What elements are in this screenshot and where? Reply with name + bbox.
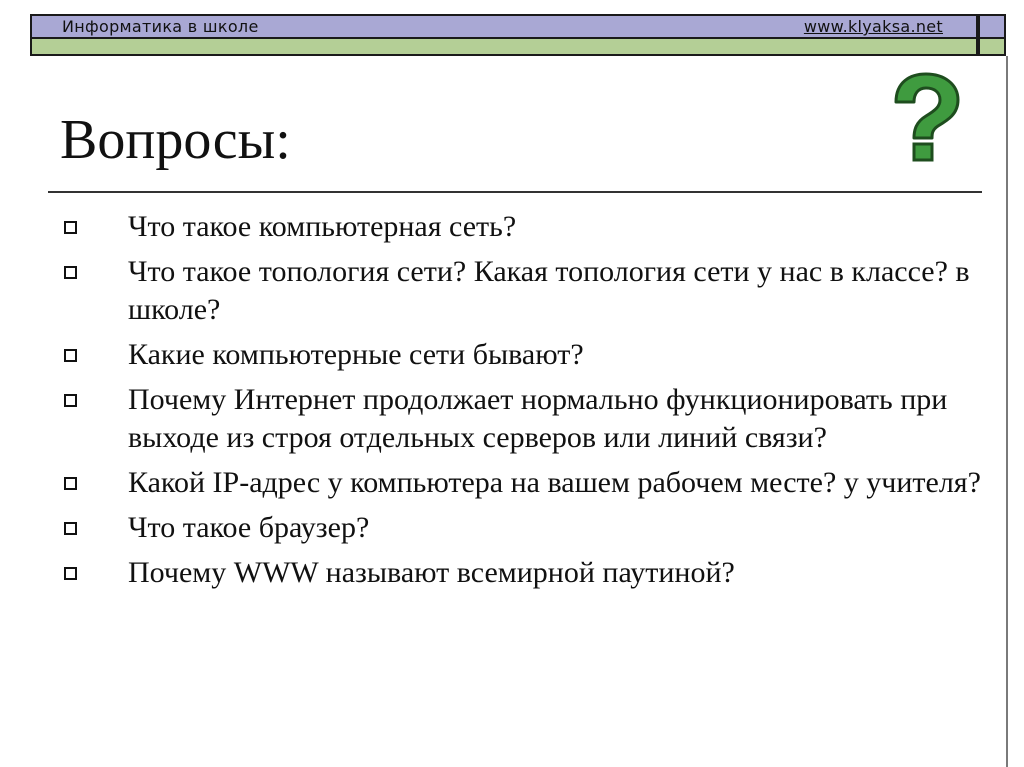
list-item-text: Что такое компьютерная сеть? <box>128 210 517 243</box>
list-item <box>62 253 982 329</box>
square-bullet-icon <box>64 221 77 234</box>
title-divider <box>48 191 982 193</box>
square-bullet-icon <box>64 266 77 279</box>
list-item-text: Почему Интернет продолжает нормально функционировать при выходе из строя отдельных серверов или линий связи? <box>128 383 948 454</box>
corner-block-bottom <box>978 39 1006 56</box>
list-item-text: Какие компьютерные сети бывают? <box>128 338 584 371</box>
list-item <box>62 464 982 502</box>
list-item <box>62 554 982 592</box>
list-item-text: Почему WWW называют всемирной паутиной? <box>128 556 735 589</box>
list-item <box>62 381 982 457</box>
question-list <box>62 208 982 599</box>
question-mark-icon <box>888 72 964 164</box>
corner-block-top <box>978 14 1006 39</box>
list-item <box>62 509 982 547</box>
header-course-title: Информатика в школе <box>62 17 259 36</box>
list-item-text: Какой IP-адрес у компьютера на вашем рабочем месте? у учителя? <box>128 466 981 499</box>
list-item <box>62 208 982 246</box>
square-bullet-icon <box>64 477 77 490</box>
right-border-line <box>1006 56 1008 767</box>
square-bullet-icon <box>64 394 77 407</box>
list-item-text: Что такое топология сети? Какая топология сети у нас в классе? в школе? <box>128 255 970 326</box>
list-item <box>62 336 982 374</box>
header-site-link[interactable]: www.klyaksa.net <box>803 17 943 36</box>
header-accent-bar <box>30 39 978 56</box>
slide-title: Вопросы: <box>60 109 291 171</box>
square-bullet-icon <box>64 567 77 580</box>
square-bullet-icon <box>64 349 77 362</box>
list-item-text: Что такое браузер? <box>128 511 370 544</box>
square-bullet-icon <box>64 522 77 535</box>
